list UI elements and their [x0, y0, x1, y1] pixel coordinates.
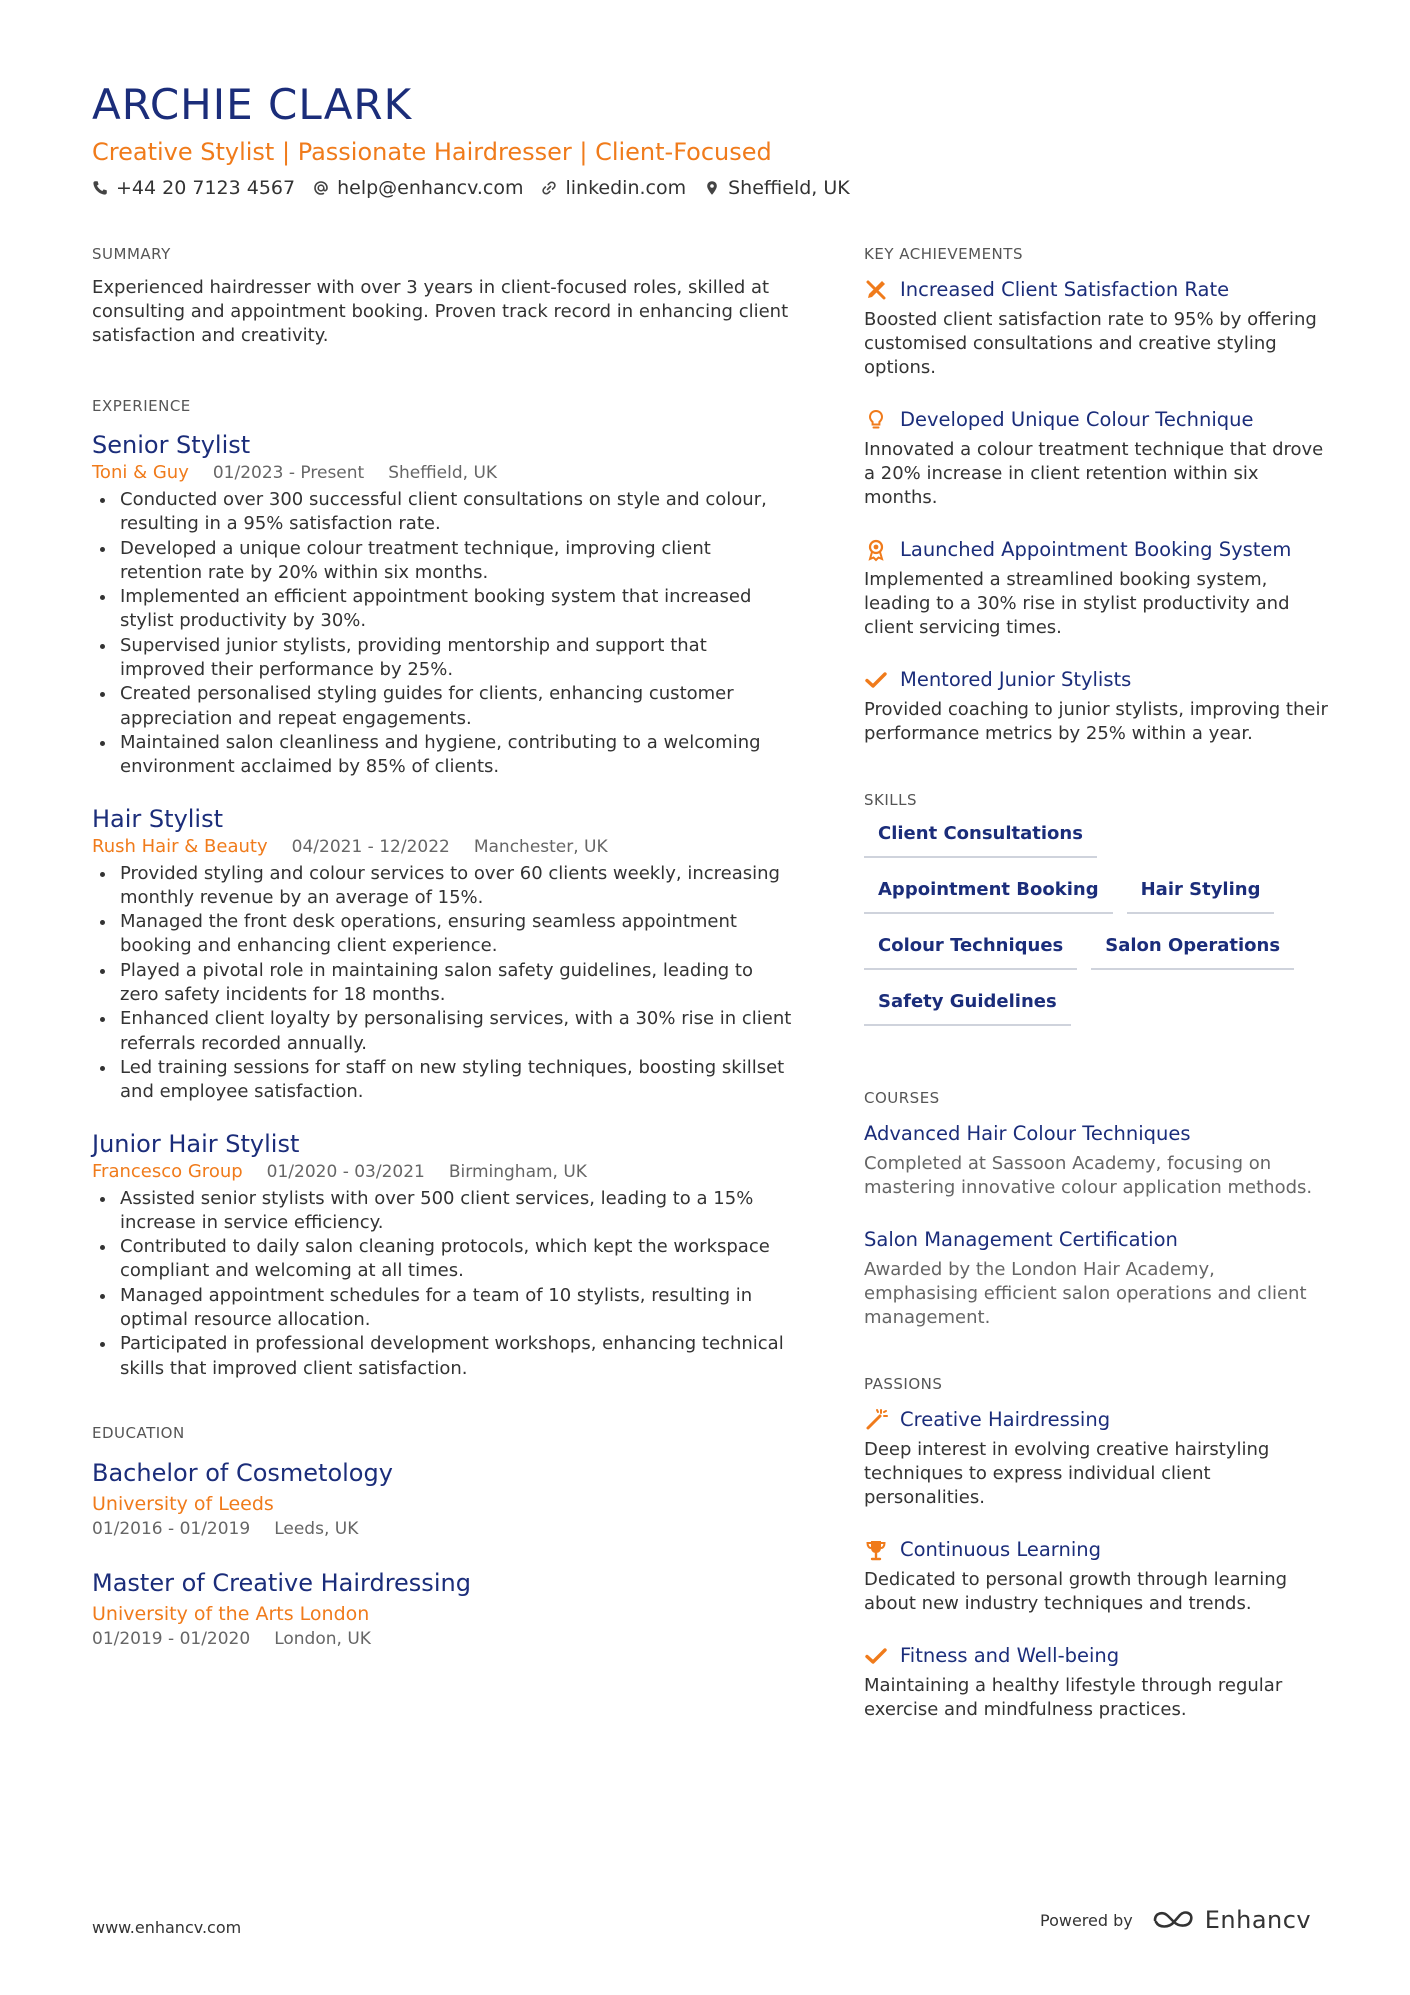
brand-name: Enhancv — [1204, 1906, 1312, 1934]
job-bullet: Maintained salon cleanliness and hygiene, contributing to a welcoming environment acclaimed by 85% of clients. — [92, 731, 792, 780]
education-meta — [92, 1517, 792, 1541]
achievement-text: Implemented a streamlined booking system, leading to a 30% rise in stylist productivity and client servicing times. — [864, 569, 1290, 638]
education-dates: 01/2016 - 01/2019 — [92, 1518, 251, 1539]
summary-heading: SUMMARY — [92, 245, 171, 263]
passions-section — [864, 1374, 1334, 1722]
achievements-section — [864, 244, 1334, 746]
contact-phone — [92, 174, 295, 202]
achievement-title: Increased Client Satisfaction Rate — [900, 278, 1230, 301]
education-heading: EDUCATION — [92, 1423, 185, 1442]
passion-text: Dedicated to personal growth through learning about new industry techniques and trends. — [864, 1569, 1288, 1614]
job-dates: 04/2021 - 12/2022 — [291, 836, 450, 857]
job-title: Hair Stylist — [92, 804, 224, 833]
tools-icon — [864, 278, 888, 302]
achievement-item — [864, 536, 1334, 640]
passion-item — [864, 1406, 1334, 1510]
candidate-name: ARCHIE CLARK — [92, 80, 413, 129]
education-degree: Bachelor of Cosmetology — [92, 1458, 393, 1487]
enhancv-logo-icon — [1151, 1907, 1197, 1933]
resume-header — [92, 78, 1322, 202]
passion-item — [864, 1642, 1334, 1722]
education-entry — [92, 1567, 792, 1651]
passion-header — [864, 1536, 1334, 1564]
achievement-header — [864, 666, 1334, 694]
job-title: Senior Stylist — [92, 431, 251, 459]
brand-logo[interactable] — [1151, 1906, 1311, 1934]
right-column — [864, 244, 1334, 1770]
job-bullet: Participated in professional development workshops, enhancing technical skills that improved client satisfaction. — [92, 1332, 792, 1381]
job-bullets — [92, 1187, 792, 1381]
experience-section — [92, 396, 792, 1381]
courses-section — [864, 1088, 1334, 1330]
job-location: Birmingham, UK — [448, 1161, 587, 1182]
education-dates: 01/2019 - 01/2020 — [92, 1628, 251, 1649]
course-title: Salon Management Certification — [864, 1228, 1178, 1251]
experience-heading: EXPERIENCE — [92, 397, 191, 415]
skill-tag: Hair Styling — [1127, 878, 1275, 914]
summary-section — [92, 244, 792, 348]
skills-list — [864, 822, 1324, 1026]
job-bullet: Developed a unique colour treatment technique, improving client retention rate by 20% within six months. — [92, 537, 792, 586]
award-icon — [864, 538, 888, 562]
contact-location — [704, 174, 850, 202]
contact-row — [92, 174, 1322, 202]
footer-website[interactable]: www.enhancv.com — [92, 1918, 242, 1937]
passions-heading: PASSIONS — [864, 1375, 943, 1393]
achievement-text: Boosted client satisfaction rate to 95% by offering customised consultations and creative styling options. — [864, 309, 1317, 378]
skill-tag: Colour Techniques — [864, 934, 1077, 970]
achievements-heading: KEY ACHIEVEMENTS — [864, 245, 1023, 263]
phone-text: +44 20 7123 4567 — [116, 177, 296, 199]
location-text: Sheffield, UK — [728, 177, 850, 199]
skill-tag: Client Consultations — [864, 822, 1097, 858]
job-bullet: Enhanced client loyalty by personalising services, with a 30% rise in client referrals recorded annually. — [92, 1007, 792, 1056]
job-location: Manchester, UK — [473, 836, 608, 857]
job-bullet: Managed appointment schedules for a team of 10 stylists, resulting in optimal resource allocation. — [92, 1284, 792, 1333]
job-title: Junior Hair Stylist — [92, 1129, 300, 1158]
location-pin-icon — [704, 180, 720, 196]
passion-text: Maintaining a healthy lifestyle through regular exercise and mindfulness practices. — [864, 1675, 1283, 1720]
job-dates: 01/2020 - 03/2021 — [266, 1161, 425, 1182]
courses-heading: COURSES — [864, 1089, 940, 1107]
education-location: Leeds, UK — [274, 1518, 359, 1539]
education-entry — [92, 1457, 792, 1541]
phone-icon — [92, 180, 108, 196]
achievement-item — [864, 666, 1334, 746]
passion-title: Continuous Learning — [900, 1538, 1101, 1561]
magic-wand-icon — [864, 1408, 888, 1432]
contact-email[interactable] — [313, 174, 523, 202]
job-bullet: Managed the front desk operations, ensuring seamless appointment booking and enhancing client experience. — [92, 910, 792, 959]
job-bullet: Played a pivotal role in maintaining salon safety guidelines, leading to zero safety incidents for 18 months. — [92, 959, 792, 1008]
achievement-item — [864, 406, 1334, 510]
job-bullet: Assisted senior stylists with over 500 client services, leading to a 15% increase in service efficiency. — [92, 1187, 792, 1236]
course-item — [864, 1120, 1334, 1200]
education-location: London, UK — [274, 1628, 371, 1649]
passion-title: Fitness and Well-being — [900, 1644, 1120, 1667]
passion-text: Deep interest in evolving creative hairstyling techniques to express individual client personalities. — [864, 1439, 1270, 1508]
education-school: University of Leeds — [92, 1492, 274, 1515]
job-meta — [92, 460, 792, 486]
check-icon — [864, 1644, 888, 1668]
job-company: Rush Hair & Beauty — [92, 835, 268, 857]
trophy-icon — [864, 1538, 888, 1562]
skills-heading: SKILLS — [864, 791, 918, 809]
job-bullet: Created personalised styling guides for clients, enhancing customer appreciation and repeat engagements. — [92, 682, 792, 731]
job-bullet: Provided styling and colour services to over 60 clients weekly, increasing monthly revenue by an average of 15%. — [92, 862, 792, 911]
job-bullet: Led training sessions for staff on new styling techniques, boosting skillset and employee satisfaction. — [92, 1056, 792, 1105]
job-bullet: Contributed to daily salon cleaning protocols, which kept the workspace compliant and welcoming at all times. — [92, 1235, 792, 1284]
job-company: Francesco Group — [92, 1160, 243, 1182]
summary-text: Experienced hairdresser with over 3 years in client-focused roles, skilled at consulting and appointment booking. Proven track record in enhancing client satisfaction and creativity. — [92, 277, 789, 346]
achievement-title: Developed Unique Colour Technique — [900, 408, 1254, 431]
job-bullet: Implemented an efficient appointment booking system that increased stylist productivity by 30%. — [92, 585, 792, 634]
achievement-text: Provided coaching to junior stylists, improving their performance metrics by 25% within a year. — [864, 699, 1328, 744]
job-bullets — [92, 488, 792, 780]
achievement-header — [864, 406, 1334, 434]
skills-section — [864, 790, 1334, 1026]
achievement-title: Launched Appointment Booking System — [900, 538, 1292, 561]
job-dates: 01/2023 - Present — [212, 463, 365, 483]
achievement-header — [864, 276, 1334, 304]
job-entry — [92, 1129, 792, 1381]
job-entry — [92, 430, 792, 780]
education-degree: Master of Creative Hairdressing — [92, 1568, 471, 1597]
candidate-subtitle: Creative Stylist | Passionate Hairdresser | Client-Focused — [92, 138, 772, 166]
course-item — [864, 1226, 1334, 1330]
link-icon — [541, 180, 557, 196]
course-title: Advanced Hair Colour Techniques — [864, 1122, 1191, 1145]
job-location: Sheffield, UK — [388, 463, 498, 483]
skill-tag: Appointment Booking — [864, 878, 1113, 914]
education-section — [92, 1423, 792, 1651]
powered-by-text: Powered by — [1040, 1910, 1133, 1930]
education-meta — [92, 1627, 792, 1651]
passion-title: Creative Hairdressing — [900, 1408, 1111, 1431]
at-icon — [313, 180, 329, 196]
education-school: University of the Arts London — [92, 1602, 370, 1625]
job-bullet: Conducted over 300 successful client consultations on style and colour, resulting in a 95% satisfaction rate. — [92, 488, 792, 537]
job-meta — [92, 834, 792, 860]
achievement-title: Mentored Junior Stylists — [900, 668, 1132, 691]
skill-tag: Safety Guidelines — [864, 990, 1071, 1026]
achievement-text: Innovated a colour treatment technique that drove a 20% increase in client retention within six months. — [864, 439, 1324, 508]
email-text: help@enhancv.com — [337, 177, 524, 199]
check-icon — [864, 668, 888, 692]
contact-linkedin[interactable] — [541, 174, 686, 202]
left-column — [92, 244, 792, 1699]
course-text: Awarded by the London Hair Academy, emphasising efficient salon operations and client management. — [864, 1259, 1307, 1328]
job-bullets — [92, 862, 792, 1105]
course-text: Completed at Sassoon Academy, focusing on mastering innovative colour application methods. — [864, 1153, 1313, 1198]
achievement-header — [864, 536, 1334, 564]
lightbulb-icon — [864, 408, 888, 432]
job-company: Toni & Guy — [92, 462, 189, 483]
job-entry — [92, 804, 792, 1105]
passion-header — [864, 1406, 1334, 1434]
footer-branding — [1040, 1906, 1311, 1934]
job-bullet: Supervised junior stylists, providing mentorship and support that improved their performance by 25%. — [92, 634, 792, 683]
passion-item — [864, 1536, 1334, 1616]
passion-header — [864, 1642, 1334, 1670]
achievement-item — [864, 276, 1334, 380]
job-meta — [92, 1159, 792, 1185]
skill-tag: Salon Operations — [1091, 934, 1294, 970]
linkedin-text: linkedin.com — [565, 177, 687, 199]
